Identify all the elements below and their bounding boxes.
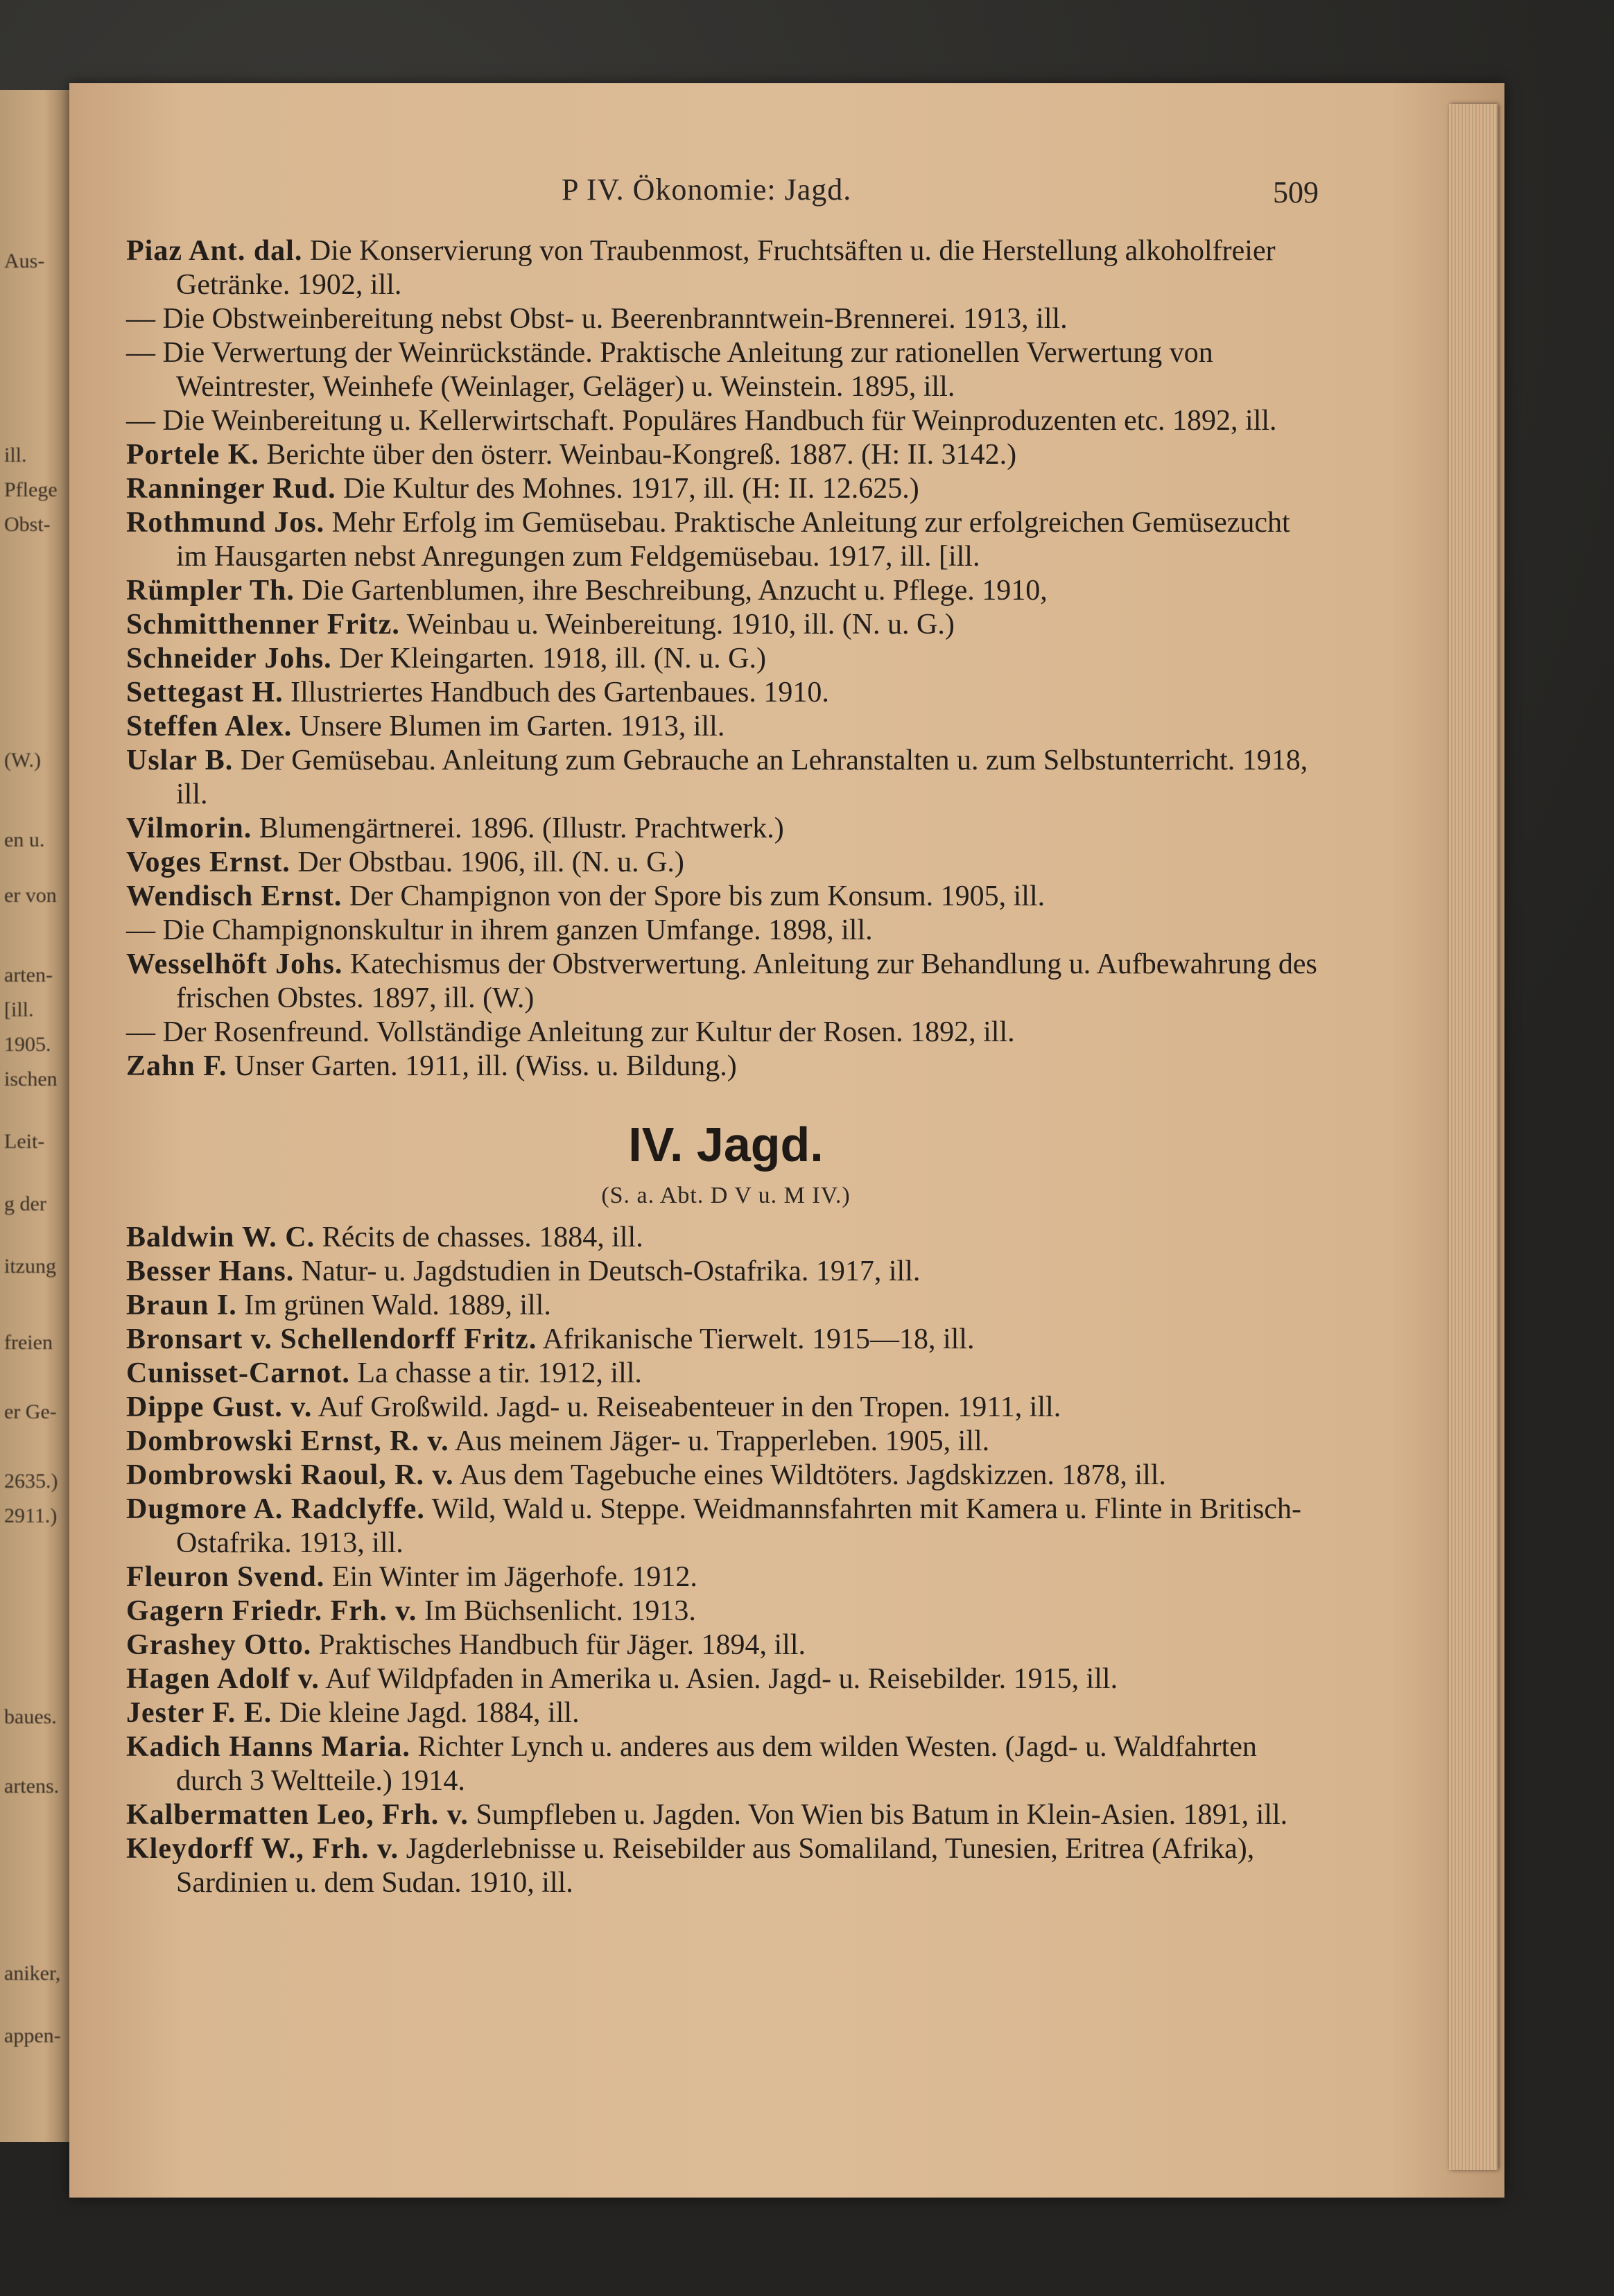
entry-title: Aus dem Tagebuche eines Wildtöters. Jagdskizzen. 1878, ill. xyxy=(453,1459,1166,1491)
entry-author: — xyxy=(126,303,155,335)
entry-title: Der Rosenfreund. Vollständige Anleitung zur Kultur der Rosen. 1892, ill. xyxy=(155,1016,1015,1048)
bibliography-entry xyxy=(126,506,1326,574)
entry-title: Die Verwertung der Weinrückstände. Praktische Anleitung zur rationellen Verwertung von Weintrester, Weinhefe (Weinlager, Geläger) u. Weinstein. 1895, ill. xyxy=(155,337,1213,403)
entries-hunting xyxy=(126,1221,1326,1900)
bibliography-entry xyxy=(126,1628,1326,1662)
entry-author: Rothmund Jos. xyxy=(126,507,325,539)
previous-page-fragment: baues. xyxy=(4,1705,57,1728)
entry-title: Wild, Wald u. Steppe. Weidmannsfahrten mit Kamera u. Flinte in Britisch-Ostafrika. 1913, ill. xyxy=(176,1493,1301,1559)
bibliography-entry xyxy=(126,1594,1326,1628)
entry-title: Aus meinem Jäger- u. Trapperleben. 1905, ill. xyxy=(449,1425,990,1457)
entry-author: Rümpler Th. xyxy=(126,575,295,607)
entry-title: Im Büchsenlicht. 1913. xyxy=(417,1595,696,1627)
entry-author: Braun I. xyxy=(126,1289,237,1321)
entry-title: Richter Lynch u. anderes aus dem wilden Westen. (Jagd- u. Waldfahrten durch 3 Weltteile.) 1914. xyxy=(176,1731,1257,1797)
entry-title: Blumengärtnerei. 1896. (Illustr. Prachtwerk.) xyxy=(252,812,784,844)
previous-page-fragment: er Ge- xyxy=(4,1400,57,1423)
previous-page-fragment: Pflege xyxy=(4,478,58,501)
previous-page-fragment: appen- xyxy=(4,2024,61,2047)
entry-author: Wendisch Ernst. xyxy=(126,880,342,912)
entry-author: Piaz Ant. dal. xyxy=(126,235,303,267)
entry-title: Natur- u. Jagdstudien in Deutsch-Ostafrika. 1917, ill. xyxy=(294,1255,921,1287)
entry-author: Vilmorin. xyxy=(126,812,252,844)
entry-author: Schmitthenner Fritz. xyxy=(126,609,400,641)
entry-title: Der Obstbau. 1906, ill. (N. u. G.) xyxy=(290,846,684,878)
previous-page-fragment: er von xyxy=(4,884,57,907)
entry-author: Hagen Adolf v. xyxy=(126,1663,320,1695)
entry-author: Steffen Alex. xyxy=(126,711,293,742)
bibliography-entry xyxy=(126,302,1326,336)
bibliography-entry xyxy=(126,1798,1326,1832)
bibliography-entry xyxy=(126,812,1326,846)
entry-author: Kleydorff W., Frh. v. xyxy=(126,1833,399,1865)
entry-author: Kalbermatten Leo, Frh. v. xyxy=(126,1799,469,1831)
bibliography-entry xyxy=(126,914,1326,948)
previous-page-strip xyxy=(0,90,73,2142)
bibliography-entry xyxy=(126,1425,1326,1459)
bibliography-entry xyxy=(126,1050,1326,1084)
bibliography-entry xyxy=(126,642,1326,676)
previous-page-fragment: 2635.) xyxy=(4,1470,58,1493)
bibliography-entry xyxy=(126,1832,1326,1900)
bibliography-entry xyxy=(126,438,1326,472)
bibliography-entry xyxy=(126,404,1326,438)
entry-title: Mehr Erfolg im Gemüsebau. Praktische Anleitung zur erfolgreichen Gemüsezucht im Hausgarten nebst Anregungen zum Feldgemüsebau. 1917, ill. [ill. xyxy=(176,507,1290,573)
entry-author: Wesselhöft Johs. xyxy=(126,948,343,980)
entry-author: Jester F. E. xyxy=(126,1697,272,1729)
entry-author: Besser Hans. xyxy=(126,1255,295,1287)
previous-page-fragment: itzung xyxy=(4,1255,56,1278)
bibliography-entry xyxy=(126,710,1326,744)
entry-author: — xyxy=(126,914,155,946)
entry-title: Die Weinbereitung u. Kellerwirtschaft. Populäres Handbuch für Weinproduzenten etc. 1892, ill. xyxy=(155,405,1277,437)
previous-page-fragment: 2911.) xyxy=(4,1504,58,1527)
previous-page-fragment: (W.) xyxy=(4,749,42,772)
bibliography-entry xyxy=(126,1493,1326,1560)
bibliography-entry xyxy=(126,1289,1326,1323)
bibliography-entry xyxy=(126,472,1326,506)
entry-author: Fleuron Svend. xyxy=(126,1561,325,1593)
previous-page-fragment: g der xyxy=(4,1192,46,1215)
previous-page-fragment: en u. xyxy=(4,828,45,851)
bibliography-entry xyxy=(126,1662,1326,1696)
bibliography-entry xyxy=(126,608,1326,642)
entry-title: Der Champignon von der Spore bis zum Konsum. 1905, ill. xyxy=(342,880,1045,912)
entry-author: Bronsart v. Schellendorff Fritz. xyxy=(126,1323,537,1355)
entry-title: Jagderlebnisse u. Reisebilder aus Somaliland, Tunesien, Eritrea (Afrika), Sardinien u. dem Sudan. 1910, ill. xyxy=(176,1833,1255,1899)
page-edges xyxy=(1449,104,1498,2170)
previous-page-fragment: arten- xyxy=(4,964,53,986)
bibliography-entry xyxy=(126,948,1326,1016)
entry-title: Die kleine Jagd. 1884, ill. xyxy=(272,1697,580,1729)
entry-author: Schneider Johs. xyxy=(126,643,332,675)
entry-title: Die Konservierung von Traubenmost, Fruchtsäften u. die Herstellung alkoholfreier Getränke. 1902, ill. xyxy=(176,235,1276,301)
previous-page-fragment: ill. xyxy=(4,444,27,467)
bibliography-entry xyxy=(126,1391,1326,1425)
entry-author: Voges Ernst. xyxy=(126,846,290,878)
entry-author: Dugmore A. Radclyffe. xyxy=(126,1493,425,1525)
entry-author: — xyxy=(126,1016,155,1048)
entry-author: Dombrowski Ernst, R. v. xyxy=(126,1425,449,1457)
entry-title: Katechismus der Obstverwertung. Anleitung zur Behandlung u. Aufbewahrung des frischen Obstes. 1897, ill. (W.) xyxy=(176,948,1317,1014)
bibliography xyxy=(126,234,1326,1900)
bibliography-entry xyxy=(126,1459,1326,1493)
entry-author: Dombrowski Raoul, R. v. xyxy=(126,1459,454,1491)
previous-page-fragment: 1905. xyxy=(4,1033,51,1056)
entry-author: Ranninger Rud. xyxy=(126,473,336,505)
entry-author: Settegast H. xyxy=(126,677,284,708)
entries-horticulture xyxy=(126,234,1326,1084)
entry-author: Uslar B. xyxy=(126,745,234,776)
bibliography-entry xyxy=(126,1016,1326,1050)
entry-title: La chasse a tir. 1912, ill. xyxy=(349,1357,642,1389)
entry-title: Praktisches Handbuch für Jäger. 1894, ill. xyxy=(311,1629,806,1661)
entry-title: Die Gartenblumen, ihre Beschreibung, Anzucht u. Pflege. 1910, xyxy=(294,575,1048,607)
bibliography-entry xyxy=(126,1730,1326,1798)
previous-page-fragment: freien xyxy=(4,1331,53,1354)
bibliography-entry xyxy=(126,1221,1326,1255)
entry-title: Auf Wildpfaden in Amerika u. Asien. Jagd- u. Reisebilder. 1915, ill. xyxy=(319,1663,1118,1695)
page-number: 509 xyxy=(1273,175,1319,209)
previous-page-fragment: artens. xyxy=(4,1775,60,1798)
previous-page-fragment: aniker, xyxy=(4,1962,61,1985)
previous-page-fragment: Obst- xyxy=(4,513,51,536)
entry-author: Gagern Friedr. Frh. v. xyxy=(126,1595,417,1627)
entry-title: Weinbau u. Weinbereitung. 1910, ill. (N. u. G.) xyxy=(399,609,955,641)
bibliography-entry xyxy=(126,1323,1326,1357)
bibliography-entry xyxy=(126,1560,1326,1594)
bibliography-entry xyxy=(126,336,1326,404)
entry-author: Baldwin W. C. xyxy=(126,1221,315,1253)
section-cross-reference: (S. a. Abt. D V u. M IV.) xyxy=(601,1183,851,1208)
entry-title: Auf Großwild. Jagd- u. Reiseabenteuer in den Tropen. 1911, ill. xyxy=(312,1391,1061,1423)
bibliography-entry xyxy=(126,1696,1326,1730)
bibliography-entry xyxy=(126,744,1326,812)
entry-title: Die Champignonskultur in ihrem ganzen Umfange. 1898, ill. xyxy=(155,914,873,946)
entry-title: Afrikanische Tierwelt. 1915—18, ill. xyxy=(537,1323,975,1355)
entry-title: Der Gemüsebau. Anleitung zum Gebrauche an Lehranstalten u. zum Selbstunterricht. 1918, ill. xyxy=(176,745,1308,810)
entry-title: Die Kultur des Mohnes. 1917, ill. (H: II. 12.625.) xyxy=(336,473,919,505)
entry-title: Im grünen Wald. 1889, ill. xyxy=(236,1289,551,1321)
bibliography-entry xyxy=(126,846,1326,880)
entry-title: Illustriertes Handbuch des Gartenbaues. 1910. xyxy=(283,677,829,708)
section-title: IV. Jagd. xyxy=(628,1117,824,1172)
previous-page-fragment: [ill. xyxy=(4,998,34,1021)
entry-author: Grashey Otto. xyxy=(126,1629,312,1661)
entry-title: Récits de chasses. 1884, ill. xyxy=(315,1221,643,1253)
bibliography-entry xyxy=(126,676,1326,710)
entry-title: Ein Winter im Jägerhofe. 1912. xyxy=(324,1561,697,1593)
entry-author: — xyxy=(126,405,155,437)
bibliography-entry xyxy=(126,574,1326,608)
entry-author: Kadich Hanns Maria. xyxy=(126,1731,410,1763)
entry-title: Unser Garten. 1911, ill. (Wiss. u. Bildung.) xyxy=(227,1050,737,1082)
entry-author: Zahn F. xyxy=(126,1050,227,1082)
previous-page-fragment: Aus- xyxy=(4,250,45,272)
running-head: P IV. Ökonomie: Jagd. xyxy=(562,173,852,207)
entry-author: Dippe Gust. v. xyxy=(126,1391,313,1423)
previous-page-fragment: Leit- xyxy=(4,1130,45,1153)
entry-title: Sumpfleben u. Jagden. Von Wien bis Batum in Klein-Asien. 1891, ill. xyxy=(468,1799,1288,1831)
previous-page-fragment: ischen xyxy=(4,1068,58,1090)
bibliography-entry xyxy=(126,1357,1326,1391)
entry-title: Die Obstweinbereitung nebst Obst- u. Beerenbranntwein-Brennerei. 1913, ill. xyxy=(155,303,1068,335)
bibliography-entry xyxy=(126,234,1326,302)
entry-author: — xyxy=(126,337,155,369)
entry-title: Berichte über den österr. Weinbau-Kongreß. 1887. (H: II. 3142.) xyxy=(259,439,1017,471)
entry-title: Der Kleingarten. 1918, ill. (N. u. G.) xyxy=(331,643,766,675)
entry-author: Cunisset-Carnot. xyxy=(126,1357,350,1389)
bibliography-entry xyxy=(126,880,1326,914)
bibliography-entry xyxy=(126,1255,1326,1289)
entry-title: Unsere Blumen im Garten. 1913, ill. xyxy=(292,711,725,742)
entry-author: Portele K. xyxy=(126,439,259,471)
